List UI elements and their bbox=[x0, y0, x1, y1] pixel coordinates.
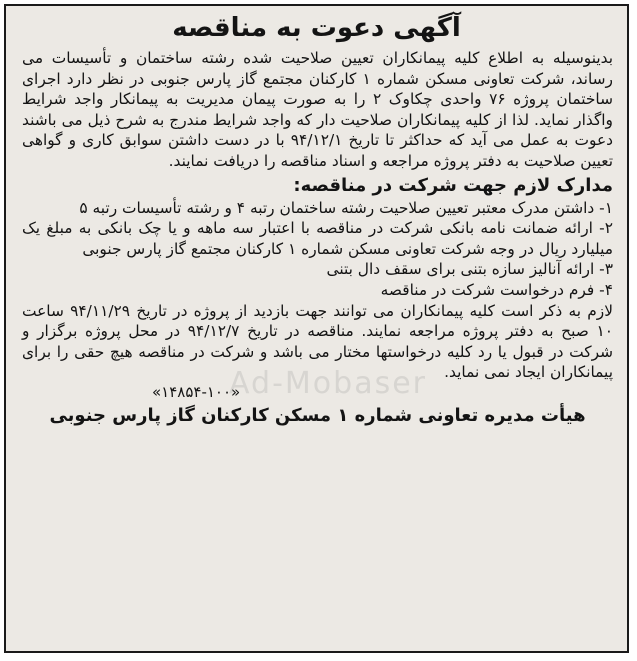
requirement-item: ۱- داشتن مدرک معتبر تعیین صلاحیت رشته ساختمان رتبه ۴ و رشته تأسیسات رتبه ۵ bbox=[79, 198, 613, 217]
notice-title: آگهی دعوت به مناقصه bbox=[172, 13, 461, 43]
requirements-list bbox=[22, 198, 613, 301]
notice-body bbox=[6, 48, 627, 428]
requirement-item: ۴- فرم درخواست شرکت در مناقصه bbox=[380, 280, 613, 299]
requirements-heading: مدارک لازم جهت شرکت در مناقصه: bbox=[293, 174, 613, 196]
reference-code: «۱۴۸۵۴-۱۰۰» bbox=[152, 382, 241, 401]
watermark: Ad-Mobaser bbox=[229, 366, 427, 401]
tender-notice bbox=[4, 4, 629, 653]
requirement-item: ۳- ارائه آنالیز سازه بتنی برای سقف دال بتنی bbox=[326, 260, 613, 279]
notice-signature: هیأت مدیره تعاونی شماره ۱ مسکن کارکنان گاز پارس جنوبی bbox=[49, 404, 586, 426]
intro-paragraph: بدینوسیله به اطلاع کلیه پیمانکاران تعیین صلاحیت شده رشته ساختمان و تأسیسات می رساند، شرکت تعاونی مسکن شماره ۱ کارکنان مجتمع گاز پارس جنوبی در نظر دارد اجرای ساختمان پروژه ۷۶ واحدی چکاوک ۲ را به صورت پیمان مدیریت به پیمانکار واجد شرایط واگذار نماید. لذا از کلیه پیمانکاران صلاحیت دار که واجد شرایط مندرج به شرح ذیل می باشند دعوت به عمل می آید که حداکثر تا تاریخ ۹۴/۱۲/۱ با در دست داشتن سوابق کاری و گواهی تعیین صلاحیت به دفتر پروژه مراجعه و اسناد مناقصه را دریافت نمایند. bbox=[22, 49, 613, 170]
requirement-item: ۲- ارائه ضمانت نامه بانکی شرکت در مناقصه با اعتبار سه ماهه و یا چک بانکی به مبلغ یک میلیارد ریال در وجه شرکت تعاونی مسکن شماره ۱ کارکنان مجتمع گاز پارس جنوبی bbox=[22, 219, 613, 258]
closing-paragraph: لازم به ذکر است کلیه پیمانکاران می توانند جهت بازدید از پروژه در تاریخ ۹۴/۱۱/۲۹ ساعت ۱۰ صبح به دفتر پروژه مراجعه نمایند. مناقصه در تاریخ ۹۴/۱۲/۷ در محل پروژه برگزار و شرکت در قبول یا رد کلیه درخواستها مختار می باشد و شرکت در مناقصه هیچ حقی را برای پیمانکاران ایجاد نمی نماید. bbox=[22, 301, 613, 382]
